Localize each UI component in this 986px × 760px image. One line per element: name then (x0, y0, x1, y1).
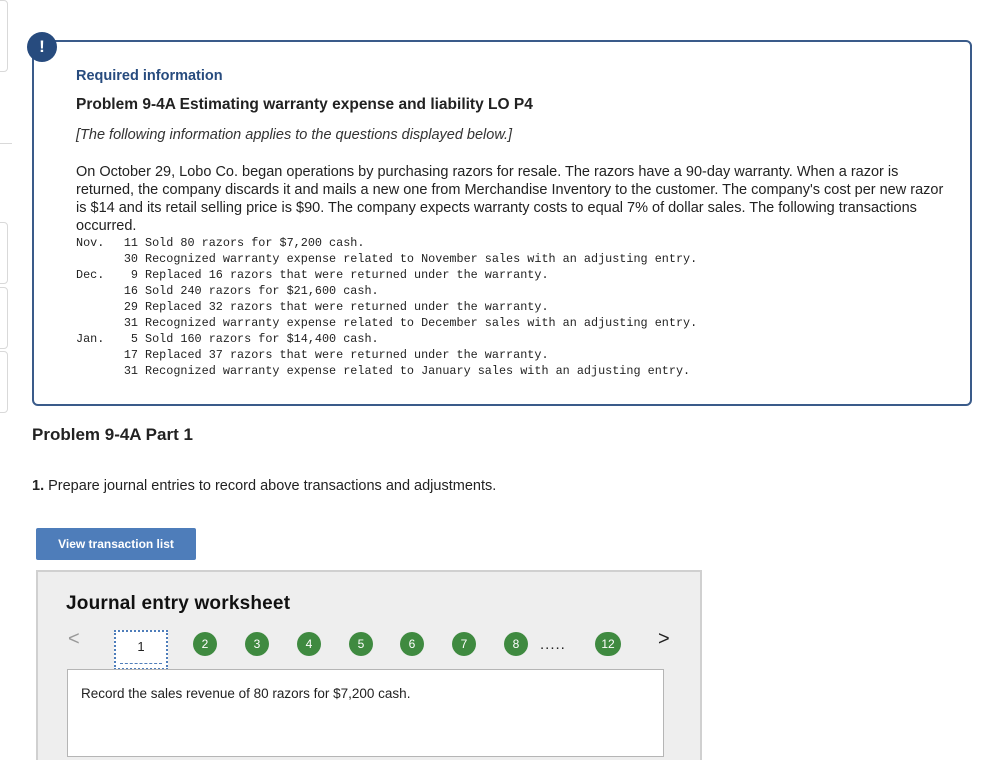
instruction-body: Prepare journal entries to record above transactions and adjustments. (44, 478, 497, 494)
side-panel-fragment (0, 287, 8, 349)
transaction-row: Nov. 11 Sold 80 razors for $7,200 cash. (76, 236, 365, 250)
transaction-row: Dec. 9 Replaced 16 razors that were returned under the warranty. (76, 268, 549, 282)
step-3[interactable]: 3 (245, 632, 269, 656)
worksheet-title: Journal entry worksheet (66, 593, 291, 614)
side-panel-fragment (0, 0, 8, 72)
step-ellipsis: ..... (540, 636, 566, 653)
alert-icon: ! (27, 32, 57, 62)
transactions-list (76, 235, 697, 379)
chevron-left-icon[interactable]: < (68, 628, 80, 650)
side-panel-divider (0, 143, 12, 144)
transaction-row: 17 Replaced 37 razors that were returned under the warranty. (123, 348, 549, 362)
transaction-row: 29 Replaced 32 razors that were returned under the warranty. (123, 300, 549, 314)
transaction-row: 31 Recognized warranty expense related to December sales with an adjusting entry. (123, 316, 698, 330)
entry-description-box (67, 669, 664, 757)
applies-note: [The following information applies to the questions displayed below.] (76, 127, 513, 143)
problem-title: Problem 9-4A Estimating warranty expense and liability LO P4 (76, 96, 533, 113)
problem-description: On October 29, Lobo Co. began operations by purchasing razors for resale. The razors have a 90-day warranty. When a razor is returned, the company discards it and mails a new one from Merchandise Inventory to the customer. The company's cost per new razor is $14 and its retail selling price is $90. The company expects warranty costs to equal 7% of dollar sales. The following transactions occurred. (76, 164, 944, 234)
transaction-row: 31 Recognized warranty expense related to January sales with an adjusting entry. (123, 364, 691, 378)
step-6[interactable]: 6 (400, 632, 424, 656)
view-transaction-list-button[interactable]: View transaction list (36, 528, 196, 560)
transaction-row: 16 Sold 240 razors for $21,600 cash. (123, 284, 379, 298)
side-panel-fragment (0, 222, 8, 284)
entry-description-text: Record the sales revenue of 80 razors for $7,200 cash. (81, 686, 411, 701)
step-1-current[interactable]: 1 (114, 630, 168, 670)
required-information-box (32, 40, 972, 406)
step-12[interactable]: 12 (595, 632, 621, 656)
chevron-right-icon[interactable]: > (658, 628, 670, 650)
step-2[interactable]: 2 (193, 632, 217, 656)
step-7[interactable]: 7 (452, 632, 476, 656)
side-panel-fragment (0, 351, 8, 413)
journal-entry-worksheet (36, 570, 702, 760)
transaction-row: Jan. 5 Sold 160 razors for $14,400 cash. (76, 332, 379, 346)
instruction-text (32, 478, 496, 494)
step-4[interactable]: 4 (297, 632, 321, 656)
step-8[interactable]: 8 (504, 632, 528, 656)
part-title: Problem 9-4A Part 1 (32, 425, 193, 444)
instruction-number: 1. (32, 478, 45, 494)
step-5[interactable]: 5 (349, 632, 373, 656)
required-info-heading: Required information (76, 68, 223, 84)
transaction-row: 30 Recognized warranty expense related to November sales with an adjusting entry. (123, 252, 698, 266)
